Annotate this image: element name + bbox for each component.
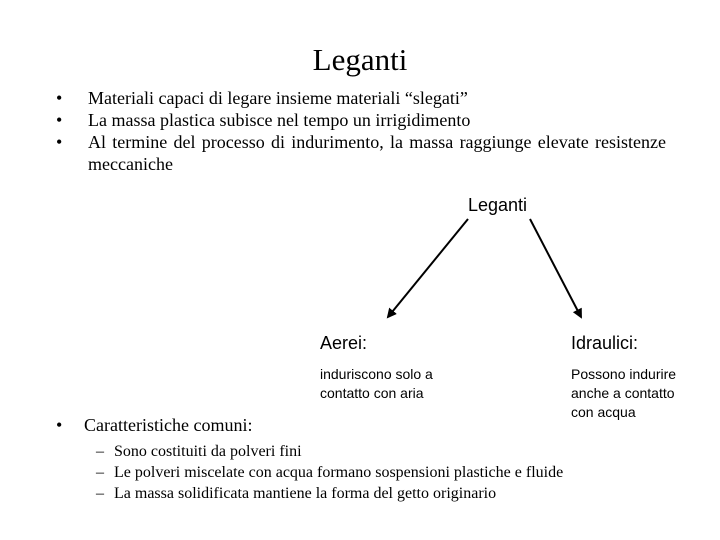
sub-bullet-text: Sono costituiti da polveri fini xyxy=(114,443,302,460)
sub-bullet-item xyxy=(96,442,596,461)
bullet-text: La massa plastica subisce nel tempo un irrigidimento xyxy=(88,110,471,130)
sub-bullet-item xyxy=(96,463,596,482)
bullet-dot: • xyxy=(56,132,63,152)
arrow-to-idraulici xyxy=(530,219,581,317)
common-characteristics xyxy=(56,414,252,436)
bullet-dot: • xyxy=(56,110,63,130)
dash-marker: – xyxy=(96,485,104,502)
diagram-root-label: Leganti xyxy=(468,195,528,215)
arrow-to-aerei xyxy=(388,219,468,317)
slide-title: Leganti xyxy=(312,42,408,77)
common-characteristics-label: Caratteristiche comuni: xyxy=(84,415,253,435)
common-characteristics-list xyxy=(96,442,596,505)
bullet-dot: • xyxy=(56,415,63,435)
idraulici-title: Idraulici: xyxy=(571,333,639,353)
sub-bullet-text: Le polveri miscelate con acqua formano sospensioni plastiche e fluide xyxy=(114,464,564,481)
bullet-text: Materiali capaci di legare insieme materiali “slegati” xyxy=(88,88,468,108)
bullet-dot: • xyxy=(56,88,63,108)
sub-bullet-text: La massa solidificata mantiene la forma del getto originario xyxy=(114,485,497,502)
idraulici-description: Possono indurire anche a contatto con acqua xyxy=(571,366,677,420)
aerei-title: Aerei: xyxy=(320,333,368,353)
aerei-description: induriscono solo a contatto con aria xyxy=(320,366,433,401)
dash-marker: – xyxy=(96,443,104,460)
sub-bullet-item xyxy=(96,484,596,503)
bullet-text: Al termine del processo di indurimento, la massa raggiunge elevate resistenze meccaniche xyxy=(88,132,666,174)
dash-marker: – xyxy=(96,464,104,481)
